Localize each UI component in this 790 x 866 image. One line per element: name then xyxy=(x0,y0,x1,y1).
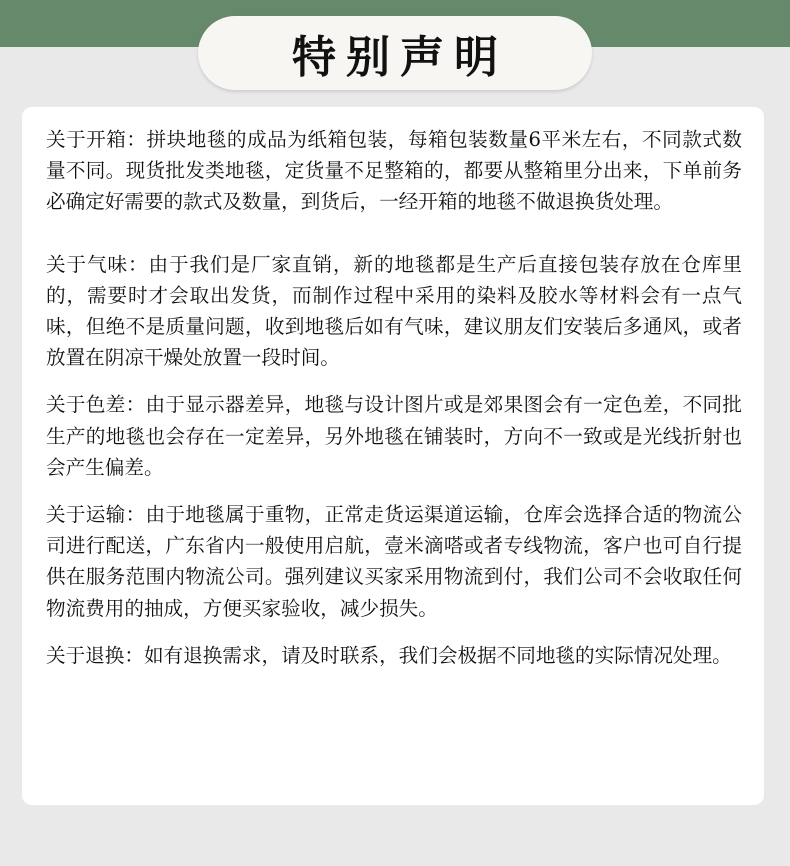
notice-color-difference: 关于色差：由于显示器差异，地毯与设计图片或是郊果图会有一定色差，不同批生产的地毯也会存在一定差异，另外地毯在铺装时，方向不一致或是光线折射也会产生偏差。 xyxy=(46,393,742,479)
notice-card xyxy=(22,107,764,805)
notice-returns: 关于退换：如有退换需求，请及时联系，我们会极据不同地毯的实际情况处理。 xyxy=(46,643,732,667)
title-pill xyxy=(198,16,592,90)
notice-unboxing: 关于开箱：拼块地毯的成品为纸箱包装，每箱包装数量6平米左右，不同款式数量不同。现货批发类地毯，定货量不足整箱的，都要从整箱里分出来，下单前务必确定好需要的款式及数量，到货后，一经开箱的地毯不做退换货处理。 xyxy=(46,128,742,214)
notice-odor: 关于气味：由于我们是厂家直销，新的地毯都是生产后直接包装存放在仓库里的，需要时才会取出发货，而制作过程中采用的染料及胶水等材料会有一点气味，但绝不是质量问题，收到地毯后如有气味，建议朋友们安装后多通风，或者放置在阴凉干燥处放置一段时间。 xyxy=(46,252,742,370)
page-title: 特别声明 xyxy=(292,32,508,83)
notice-shipping: 关于运输：由于地毯属于重物，正常走货运渠道运输，仓库会选择合适的物流公司进行配送，广东省内一般使用启航，壹米滴嗒或者专线物流，客户也可自行提供在服务范围内物流公司。强列建议买家采用物流到付，我们公司不会收取任何物流费用的抽成，方便买家验收，减少损失。 xyxy=(46,503,742,620)
